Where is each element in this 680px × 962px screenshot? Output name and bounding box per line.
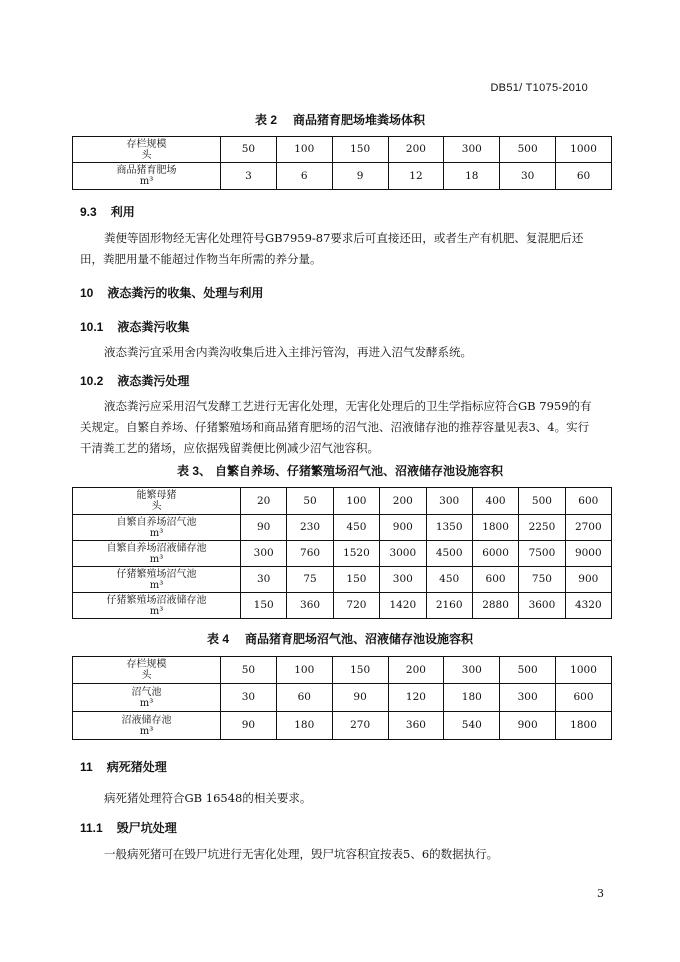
section-9-3-paragraph: 粪便等固形物经无害化处理符号GB7959-87要求后可直接还田，或者生产有机肥、复混肥后还田，粪肥用量不能超过作物当年所需的养分量。: [80, 231, 584, 266]
table-cell: 200: [388, 657, 444, 684]
table-row: [73, 541, 612, 567]
table-cell: 100: [276, 137, 332, 163]
table-cell: 100: [276, 657, 332, 684]
section-11-1-heading: 11.1 毁尸坑处理: [80, 821, 177, 835]
table-row: [73, 657, 612, 684]
table-cell: 4320: [565, 593, 611, 619]
table-cell: 900: [500, 712, 556, 740]
table-cell: 230: [287, 515, 333, 541]
document-code: DB51/ T1075-2010: [490, 82, 588, 94]
table-cell: 150: [332, 137, 388, 163]
table-row: [73, 593, 612, 619]
table-row: [73, 137, 612, 163]
table-cell: 9: [332, 163, 388, 190]
table-cell: 1350: [426, 515, 472, 541]
section-10-1-paragraph: 液态粪污宜采用舍内粪沟收集后进入主排污管沟，再进入沼气发酵系统。: [104, 345, 472, 359]
table-cell: 450: [333, 515, 379, 541]
table2-number: 表 2: [254, 113, 277, 127]
table-cell: 180: [444, 684, 500, 712]
table-cell: 50: [221, 657, 277, 684]
table-cell: 9000: [565, 541, 611, 567]
table3-number: 表 3、: [176, 464, 211, 478]
table-cell: 750: [519, 567, 565, 593]
table-cell: 500: [500, 657, 556, 684]
table-cell: 7500: [519, 541, 565, 567]
table-cell: 900: [380, 515, 426, 541]
table-cell: 1520: [333, 541, 379, 567]
table-cell: 60: [276, 684, 332, 712]
table-cell: 100: [333, 488, 379, 515]
table-header-cell: 能繁母猪 头: [73, 488, 241, 515]
table-cell: 6000: [472, 541, 518, 567]
table-header-cell: 存栏规模 头: [73, 137, 221, 163]
table3: [72, 487, 612, 619]
page-number: 3: [597, 887, 604, 900]
table-row: [73, 684, 612, 712]
table-cell: 1800: [556, 712, 612, 740]
table-cell: 300: [426, 488, 472, 515]
table-cell: 500: [500, 137, 556, 163]
table-cell: 500: [519, 488, 565, 515]
table-cell: 4500: [426, 541, 472, 567]
table-cell: 200: [380, 488, 426, 515]
table-cell: 600: [565, 488, 611, 515]
table-cell: 300: [241, 541, 287, 567]
table-cell: 30: [500, 163, 556, 190]
section-11-heading: 11 病死猪处理: [80, 760, 167, 774]
table-cell: 540: [444, 712, 500, 740]
table-cell: 90: [241, 515, 287, 541]
table-cell: 3600: [519, 593, 565, 619]
section-10-2-paragraph: 液态粪污应采用沼气发酵工艺进行无害化处理，无害化处理后的卫生学指标应符合GB 7959的有关规定。自繁自养场、仔猪繁殖场和商品猪育肥场的沼气池、沼液储存池的推荐容量见表3、4。实行干清粪工艺的猪场，应依据残留粪便比例减少沼气池容积。: [80, 399, 592, 455]
table-cell: 30: [241, 567, 287, 593]
table-cell: 450: [426, 567, 472, 593]
table-cell: 200: [388, 137, 444, 163]
table-cell: 600: [556, 684, 612, 712]
section-10-heading: 10 液态粪污的收集、处理与利用: [80, 286, 264, 300]
table-cell: 180: [276, 712, 332, 740]
table-header-cell: 仔猪繁殖场沼气池 m³: [73, 567, 241, 593]
table2: [72, 136, 612, 190]
table-cell: 75: [287, 567, 333, 593]
table-cell: 760: [287, 541, 333, 567]
table-cell: 300: [500, 684, 556, 712]
table-cell: 300: [444, 137, 500, 163]
table-header-cell: 商品猪育肥场 m³: [73, 163, 221, 190]
table-header-cell: 存栏规模 头: [73, 657, 221, 684]
table-cell: 60: [556, 163, 612, 190]
table-header-cell: 自繁自养场沼气池 m³: [73, 515, 241, 541]
table-cell: 150: [241, 593, 287, 619]
table-cell: 300: [380, 567, 426, 593]
table-cell: 1000: [556, 137, 612, 163]
table3-caption: [0, 462, 680, 479]
table-cell: 90: [332, 684, 388, 712]
table-cell: 900: [565, 567, 611, 593]
table-cell: 12: [388, 163, 444, 190]
table-header-cell: 沼液储存池 m³: [73, 712, 221, 740]
table3-title: 自繁自养场、仔猪繁殖场沼气池、沼液储存池设施容积: [215, 464, 504, 478]
table-row: [73, 712, 612, 740]
table-cell: 2160: [426, 593, 472, 619]
table2-title: 商品猪育肥场堆粪场体积: [293, 113, 426, 127]
table-cell: 6: [276, 163, 332, 190]
section-10-2-heading: 10.2 液态粪污处理: [80, 374, 190, 388]
table-cell: 1420: [380, 593, 426, 619]
table-cell: 400: [472, 488, 518, 515]
table-cell: 120: [388, 684, 444, 712]
table-cell: 270: [332, 712, 388, 740]
table-cell: 20: [241, 488, 287, 515]
table-row: [73, 515, 612, 541]
table-cell: 2250: [519, 515, 565, 541]
table-cell: 90: [221, 712, 277, 740]
table-header-cell: 自繁自养场沼液储存池 m³: [73, 541, 241, 567]
table4-caption: [0, 630, 680, 647]
table-cell: 720: [333, 593, 379, 619]
table-header-cell: 沼气池 m³: [73, 684, 221, 712]
table-cell: 3000: [380, 541, 426, 567]
table-row: [73, 567, 612, 593]
table-cell: 600: [472, 567, 518, 593]
section-11-1-paragraph: 一般病死猪可在毁尸坑进行无害化处理，毁尸坑容积宜按表5、6的数据执行。: [104, 847, 499, 861]
table-cell: 150: [332, 657, 388, 684]
table-header-cell: 仔猪繁殖场沼液储存池 m³: [73, 593, 241, 619]
table-row: [73, 488, 612, 515]
table-cell: 50: [287, 488, 333, 515]
table-cell: 50: [221, 137, 277, 163]
table-cell: 18: [444, 163, 500, 190]
section-11-paragraph: 病死猪处理符合GB 16548的相关要求。: [104, 791, 312, 805]
table-cell: 3: [221, 163, 277, 190]
table-cell: 360: [388, 712, 444, 740]
table-cell: 1800: [472, 515, 518, 541]
table-cell: 300: [444, 657, 500, 684]
table-cell: 360: [287, 593, 333, 619]
table2-caption: [0, 111, 680, 128]
section-9-3-heading: 9.3 利用: [80, 205, 135, 219]
table-cell: 30: [221, 684, 277, 712]
table-cell: 1000: [556, 657, 612, 684]
table-cell: 2880: [472, 593, 518, 619]
table4-title: 商品猪育肥场沼气池、沼液储存池设施容积: [245, 632, 474, 646]
table-cell: 2700: [565, 515, 611, 541]
table-row: [73, 163, 612, 190]
table4: [72, 656, 612, 740]
section-10-1-heading: 10.1 液态粪污收集: [80, 320, 190, 334]
table4-number: 表 4: [206, 632, 229, 646]
table-cell: 150: [333, 567, 379, 593]
